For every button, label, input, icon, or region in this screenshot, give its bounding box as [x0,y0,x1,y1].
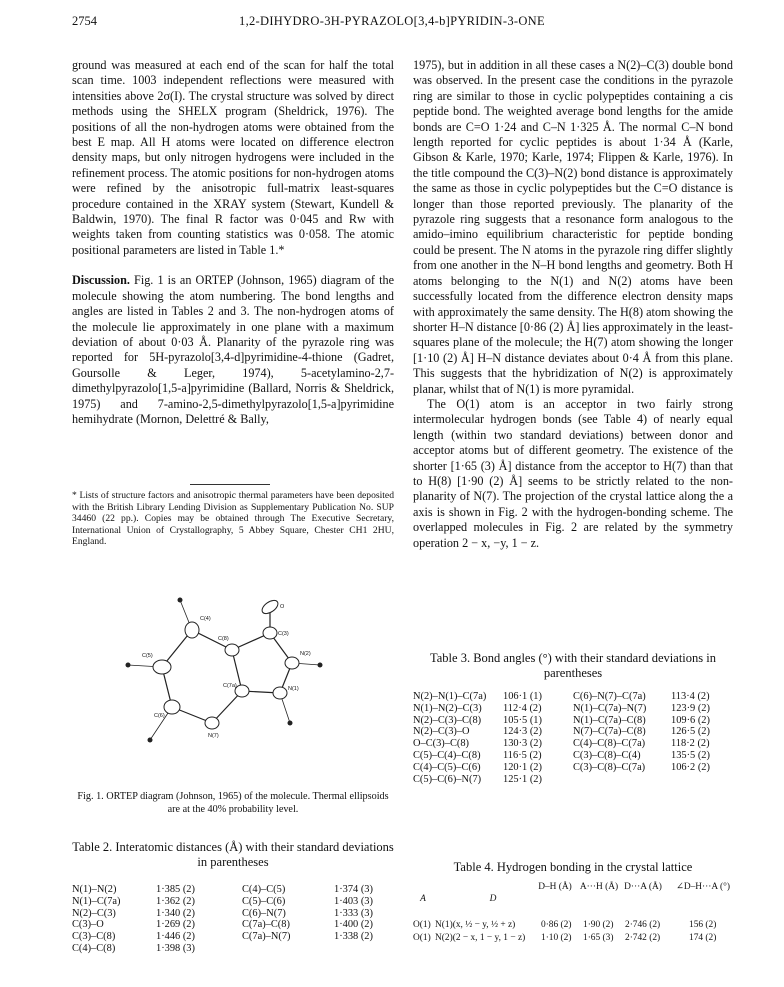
label-c6: C(6) [154,713,165,719]
label-n2: N(2) [300,651,311,657]
table-row: N(1)–C(7a) 1·362 (2) C(5)–C(6) 1·403 (3) [72,895,373,907]
table4-header-da: D···A (Å) [624,882,662,892]
table4-header-d: D [489,894,497,904]
page-number: 2754 [72,14,97,28]
label-c7a: C(7a) [223,683,237,689]
right-paragraph-1: 1975), but in addition in all these cases a N(2)–C(3) double bond was observed. In the present case the conditions in the pyrazole ring are similar to those in cyclic polypeptides containing a cis peptide bond. The weighted average bond lengths for the amide bonds are C=O 1·24 and C–N 1·325 Å. The normal C–N bond length reported for cyclic peptides is about 1·34 Å (Karle, Gibson & Karle, 1970; Karle, 1974; Flippen & Karle, 1976). In the title compound the C(3)–N(2) bond distance is approximately the same as those in cyclic polypeptides but the C=O distance is longer than those reported previously. The planarity of the pyrazole ring suggests that a resonance form analogous to the amido–imino equilibrium characteristic for peptide bonding could be present. The N atoms in the pyrazole ring differ slightly from one another in the N–H bond lengths and geometry. Both H atoms belonging to the N(1) and N(2) atoms have been successfully located from the difference electron density maps with approximately the same density. The H(8) atom showing the shorter H–N distance [0·86 (2) Å] lies approximately in the least-squares plane of the molecule; the H(7) atom showing the longer [1·10 (2) Å] H–N distance deviates about 0·4 Å from this plane. This suggests that the hybridization of N(2) is approximately planar, whilst that of N(1) is more pyramidal. [413,58,733,396]
table4-header-angle: ∠D–H···A (°) [675,882,731,892]
discussion-paragraph [72,273,394,427]
table-row: N(1)–N(2) 1·385 (2) C(4)–C(5) 1·374 (3) [72,884,373,895]
figure-caption: Fig. 1. ORTEP diagram (Johnson, 1965) of the molecule. Thermal ellipsoids are at the 40% probability level. [77,791,389,815]
discussion-text: Fig. 1 is an ORTEP (Johnson, 1965) diagram of the molecule showing the atom numbering. The bond lengths and angles are listed in Tables 2 and 3. The non-hydrogen atoms of the molecule lie approximately in one plane with a maximum deviation of about 0·03 Å. Planarity of the pyrazole ring was reported for 5H-pyrazolo[3,4-d]pyrimidine-4-thione (Gadret, Goursolle & Leger, 1974), 5-acetylamino-2,7-dimethylpyrazolo[1,5-a]pyrimidine (Ballard, Norris & Sheldrick, 1975) and 7-amino-2,5-dimethylpyrazolo[1,5-a]pyrimidine hemihydrate (Mornon, Delettré & Bally, [72,273,394,426]
left-column [72,58,394,427]
table-row: N(2)–C(3) 1·340 (2) C(6)–N(7) 1·333 (3) [72,907,373,919]
table2 [72,884,394,955]
right-column [413,58,733,551]
discussion-label: Discussion. [72,273,130,288]
label-n1: N(1) [288,686,299,692]
label-o: O [280,604,285,610]
right-paragraph-2: The O(1) atom is an acceptor in two fairly strong intermolecular hydrogen bonds (see Table 4) of nearly equal length (within two standard deviations) between donor and acceptor atoms but of different geometry. The existence of the shorter [1·65 (3) Å] distance from the acceptor to H(7) than that to H(8) [1·90 (2) Å] seems to be strictly related to the non-planarity of N(7). The projection of the crystal lattice along the a axis is shown in Fig. 2 with the hydrogen-bonding scheme. The overlapped molecules in Fig. 2 are related by the symmetry operation 2 − x, −y, 1 − z. [413,396,733,550]
ortep-figure [120,595,356,773]
table-row: C(5)–C(6)–N(7) 125·1 (2) [413,773,542,785]
table3 [413,691,733,785]
label-c3: C(3) [278,631,289,637]
table-row: C(3)–C(8) 1·446 (2) C(7a)–N(7) 1·338 (2) [72,931,373,943]
table4-header-ah: A···H (Å) [579,882,619,892]
label-c4: C(4) [200,616,211,622]
table4-header-dh: D–H (Å) [538,882,572,892]
label-c5: C(5) [142,653,153,659]
table-row: N(1)–N(2)–C(3) 112·4 (2) N(1)–C(7a)–N(7) 123·9 (2) [413,702,710,714]
table-row: N(2)–C(3)–C(8) 105·5 (1) N(1)–C(7a)–C(8) 109·6 (2) [413,714,710,726]
table-row: N(2)–N(1)–C(7a) 106·1 (1) C(6)–N(7)–C(7a) 113·4 (2) [413,691,710,702]
label-n7: N(7) [208,733,219,739]
table3-title: Table 3. Bond angles (°) with their standard deviations in parentheses [429,651,716,680]
table-row: N(2)–C(3)–O 124·3 (2) N(7)–C(7a)–C(8) 126·5 (2) [413,726,710,738]
running-title: 1,2-DIHYDRO-3H-PYRAZOLO[3,4-b]PYRIDIN-3-ONE [239,14,545,28]
table-row: C(5)–C(4)–C(8) 116·5 (2) C(3)–C(8)–C(4) 135·5 (2) [413,749,710,761]
table4-header-a: A [420,894,426,904]
table2-title: Table 2. Interatomic distances (Å) with their standard deviations in parentheses [72,840,394,869]
footnote: * Lists of structure factors and anisotropic thermal parameters have been deposited with the British Library Lending Division as Supplementary Publication No. SUP 34460 (22 pp.). Copies may be obtained through The Executive Secretary, International Union of Crystallography, 5 Abbey Square, Chester CH1 2HU, England. [72,490,394,548]
table-row: O–C(3)–C(8) 130·3 (2) C(4)–C(8)–C(7a) 118·2 (2) [413,738,710,750]
left-paragraph-1: ground was measured at each end of the scan for half the total scan time. 1003 independent reflections were measured with intensities above 2σ(I). The crystal structure was solved by direct methods using the SHELX program (Sheldrick, 1976). The positions of all the non-hydrogen atoms were obtained from the best E map. All H atoms were located on difference electron density maps, but only nitrogen hydrogens were included in the refinement process. The atomic positions for non-hydrogen atoms were refined by the anisotropic full-matrix least-squares procedure contained in the XRAY system (Stewart, Kundell & Baldwin, 1970). The final R factor was 0·045 and Rw with weights taken from counting statistics was 0·058. The atomic positional parameters are listed in Table 1.* [72,58,394,257]
label-c8: C(8) [218,636,229,642]
page-header [0,14,784,34]
footnote-rule [190,484,270,485]
table-row: C(4)–C(8) 1·398 (3) [72,942,195,954]
table-row: C(3)–O 1·269 (2) C(7a)–C(8) 1·400 (2) [72,919,373,931]
table-row: C(4)–C(5)–C(6) 120·1 (2) C(3)–C(8)–C(7a) 106·2 (2) [413,761,710,773]
table4-title: Table 4. Hydrogen bonding in the crystal lattice [453,860,693,874]
